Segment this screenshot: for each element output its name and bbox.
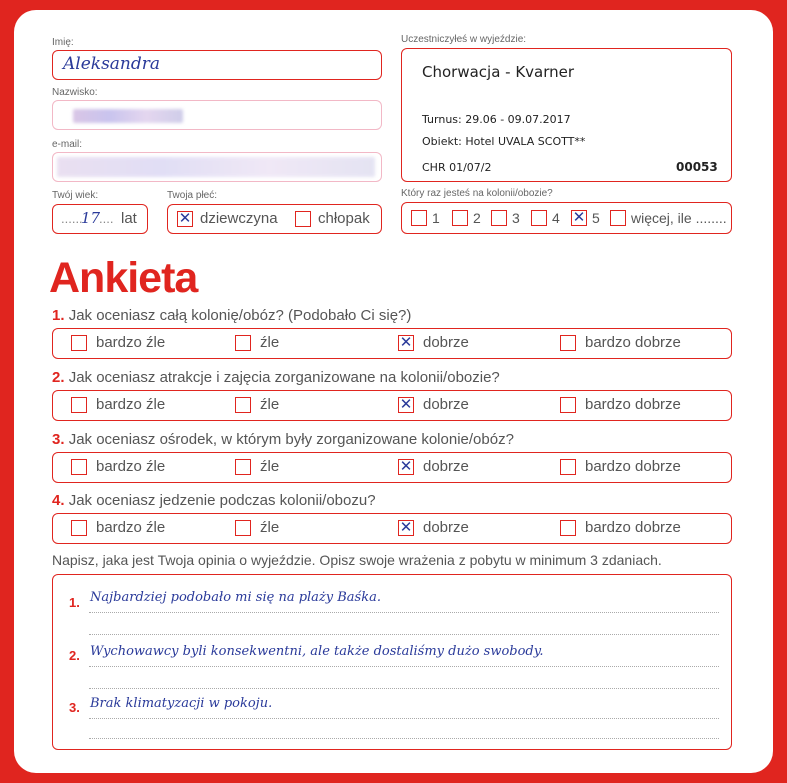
q3-very-bad-checkbox[interactable] (71, 459, 87, 475)
times-1-label: 1 (432, 210, 440, 226)
question-1-text: Jak oceniasz całą kolonię/obóz? (Podobało Ci się?) (68, 307, 412, 324)
redacted-surname (73, 109, 183, 123)
q2-bad-checkbox[interactable] (235, 397, 251, 413)
answer-line (89, 612, 719, 613)
survey-sheet (14, 10, 773, 773)
question-1 (52, 307, 411, 324)
times-4-label: 4 (552, 210, 560, 226)
q1-bad-label: źle (260, 334, 280, 351)
name-field[interactable] (52, 50, 382, 80)
surname-field[interactable] (52, 100, 382, 130)
trip-info-box (401, 48, 732, 182)
times-label: Który raz jesteś na kolonii/obozie? (401, 188, 553, 199)
q4-very-bad-checkbox[interactable] (71, 520, 87, 536)
email-label: e-mail: (52, 139, 83, 150)
answer-line (89, 688, 719, 689)
times-more-checkbox[interactable] (610, 210, 626, 226)
age-value: 17 (81, 209, 101, 227)
gender-field (167, 204, 382, 234)
times-4-checkbox[interactable] (531, 210, 547, 226)
question-3 (52, 431, 514, 448)
answer-1-text: Najbardziej podobało mi się na plaży Baśka. (90, 590, 381, 605)
gender-female-label: dziewczyna (200, 210, 278, 227)
times-3-checkbox[interactable] (491, 210, 507, 226)
q4-very-bad-label: bardzo źle (96, 519, 166, 536)
q1-very-bad-label: bardzo źle (96, 334, 166, 351)
question-3-options (52, 452, 732, 483)
q3-good-label: dobrze (423, 458, 469, 475)
q2-very-good-checkbox[interactable] (560, 397, 576, 413)
times-1-checkbox[interactable] (411, 210, 427, 226)
question-4-num: 4. (52, 492, 65, 509)
trip-code: CHR 01/07/2 (422, 161, 492, 174)
q3-bad-label: źle (260, 458, 280, 475)
question-4-options (52, 513, 732, 544)
answer-3-num: 3. (69, 700, 80, 715)
question-1-options (52, 328, 732, 359)
q4-bad-label: źle (260, 519, 280, 536)
q1-bad-checkbox[interactable] (235, 335, 251, 351)
q2-good-checkbox[interactable] (398, 397, 414, 413)
trip-label: Uczestniczyłeś w wyjeździe: (401, 34, 527, 45)
times-5-checkbox[interactable] (571, 210, 587, 226)
times-2-checkbox[interactable] (452, 210, 468, 226)
q4-very-good-label: bardzo dobrze (585, 519, 681, 536)
trip-number: 00053 (676, 160, 718, 174)
trip-venue: Obiekt: Hotel UVALA SCOTT** (422, 135, 586, 148)
q1-good-checkbox[interactable] (398, 335, 414, 351)
times-field (401, 202, 732, 234)
q4-very-good-checkbox[interactable] (560, 520, 576, 536)
name-value: Aleksandra (63, 54, 161, 74)
answer-1-num: 1. (69, 595, 80, 610)
q3-very-good-label: bardzo dobrze (585, 458, 681, 475)
question-3-text: Jak oceniasz ośrodek, w którym były zorganizowane kolonie/obóz? (68, 431, 514, 448)
q2-very-bad-label: bardzo źle (96, 396, 166, 413)
question-4 (52, 492, 376, 509)
name-label: Imię: (52, 37, 74, 48)
age-unit: lat (121, 210, 137, 227)
opinion-prompt: Napisz, jaka jest Twoja opinia o wyjeździe. Opisz swoje wrażenia z pobytu w minimum 3 zdaniach. (52, 552, 662, 568)
email-field[interactable] (52, 152, 382, 182)
question-2 (52, 369, 500, 386)
q2-very-good-label: bardzo dobrze (585, 396, 681, 413)
gender-male-label: chłopak (318, 210, 370, 227)
age-label: Twój wiek: (52, 190, 99, 201)
gender-label: Twoja płeć: (167, 190, 218, 201)
answer-line (89, 738, 719, 739)
question-2-num: 2. (52, 369, 65, 386)
q4-bad-checkbox[interactable] (235, 520, 251, 536)
gender-male-checkbox[interactable] (295, 211, 311, 227)
q4-good-label: dobrze (423, 519, 469, 536)
q3-good-checkbox[interactable] (398, 459, 414, 475)
survey-title: Ankieta (49, 254, 198, 302)
answer-3-text: Brak klimatyzacji w pokoju. (90, 696, 273, 711)
q1-good-label: dobrze (423, 334, 469, 351)
trip-destination: Chorwacja - Kvarner (422, 63, 575, 81)
q3-very-good-checkbox[interactable] (560, 459, 576, 475)
question-3-num: 3. (52, 431, 65, 448)
times-2-label: 2 (473, 210, 481, 226)
q2-very-bad-checkbox[interactable] (71, 397, 87, 413)
q1-very-good-checkbox[interactable] (560, 335, 576, 351)
answer-2-num: 2. (69, 648, 80, 663)
question-2-options (52, 390, 732, 421)
q1-very-bad-checkbox[interactable] (71, 335, 87, 351)
redacted-email (57, 157, 375, 177)
age-field[interactable]: ...... 17 .... lat (52, 204, 148, 234)
surname-label: Nazwisko: (52, 87, 98, 98)
question-4-text: Jak oceniasz jedzenie podczas kolonii/obozu? (68, 492, 376, 509)
q4-good-checkbox[interactable] (398, 520, 414, 536)
q3-bad-checkbox[interactable] (235, 459, 251, 475)
gender-female-checkbox[interactable] (177, 211, 193, 227)
question-2-text: Jak oceniasz atrakcje i zajęcia zorganizowane na kolonii/obozie? (68, 369, 500, 386)
q1-very-good-label: bardzo dobrze (585, 334, 681, 351)
times-3-label: 3 (512, 210, 520, 226)
trip-term: Turnus: 29.06 - 09.07.2017 (422, 113, 571, 126)
times-more-label: więcej, ile ........ (631, 210, 727, 226)
q2-bad-label: źle (260, 396, 280, 413)
q3-very-bad-label: bardzo źle (96, 458, 166, 475)
answer-line (89, 634, 719, 635)
answer-line (89, 718, 719, 719)
question-1-num: 1. (52, 307, 65, 324)
q2-good-label: dobrze (423, 396, 469, 413)
answer-line (89, 666, 719, 667)
answer-2-text: Wychowawcy byli konsekwentni, ale także dostaliśmy dużo swobody. (90, 644, 544, 659)
times-5-label: 5 (592, 210, 600, 226)
